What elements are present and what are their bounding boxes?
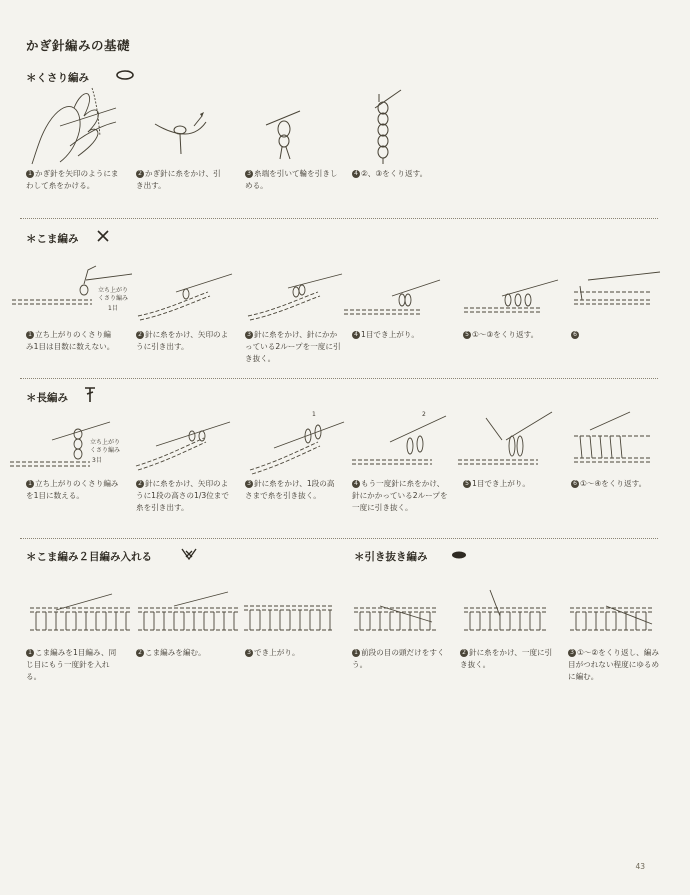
step-marker: 1 <box>312 411 316 418</box>
step-text: かぎ針に糸をかけ、引き出す。 <box>136 169 221 190</box>
step-number-badge: 5 <box>463 331 471 339</box>
step-text: かぎ針を矢印のようにまわして糸をかける。 <box>26 169 119 190</box>
section-title-slip: ＊引き抜き編み <box>354 551 428 563</box>
step-text: 針に糸をかけ、矢印のように引き出す。 <box>136 330 229 351</box>
step-text: ①〜③をくり返す。 <box>472 330 539 339</box>
step-number-badge: 2 <box>460 649 468 657</box>
step-number-badge: 3 <box>245 170 253 178</box>
double-step-6 <box>571 478 667 490</box>
step-text: でき上がり。 <box>254 648 300 657</box>
step-text: 針に糸をかけ、矢印のように1段の高さの1/3位まで糸を引き出す。 <box>136 479 229 512</box>
step-number-badge: 1 <box>26 480 34 488</box>
step-text: 立ち上がりのくさり編み1目は目数に数えない。 <box>26 330 115 351</box>
step-number-badge: 2 <box>136 170 144 178</box>
figure-label: 立ち上がり <box>90 439 121 446</box>
double-step-2-figure <box>132 418 232 474</box>
divider <box>20 538 658 539</box>
section-title-single: ＊こま編み <box>26 233 79 245</box>
step-text: こま編みを1目編み、同じ目にもう一度針を入れる。 <box>26 648 117 681</box>
step-number-badge: 4 <box>352 480 360 488</box>
chain-step-2 <box>136 168 226 192</box>
single-step-3-figure <box>246 270 346 322</box>
step-number-badge: 4 <box>352 170 360 178</box>
x-icon <box>96 229 110 243</box>
slip-step-1 <box>352 647 448 671</box>
step-number-badge: 1 <box>352 649 360 657</box>
step-number-badge: 1 <box>26 170 34 178</box>
figure-label: くさり編み <box>90 447 121 454</box>
step-number-badge: 3 <box>245 331 253 339</box>
divider <box>20 378 658 379</box>
double-step-5-figure <box>456 410 556 472</box>
single-step-4 <box>352 329 448 341</box>
slip-step-1-figure <box>350 590 440 636</box>
step-text: こま編みを編む。 <box>145 648 206 657</box>
oval-icon <box>115 69 135 81</box>
single-step-6-figure <box>570 270 670 320</box>
page-title: かぎ針編みの基礎 <box>26 38 131 53</box>
single-step-5-figure <box>462 276 562 320</box>
chain-step-1-figure <box>30 86 120 166</box>
chain-step-3-figure <box>262 103 302 161</box>
increase-step-3 <box>245 647 341 659</box>
section-title-double: ＊長編み <box>26 392 68 404</box>
step-marker: 2 <box>422 411 426 418</box>
single-step-4-figure <box>342 276 442 320</box>
figure-label: 1目 <box>108 305 118 312</box>
v-icon <box>180 547 198 561</box>
step-number-badge: 5 <box>463 480 471 488</box>
increase-step-3-figure <box>242 596 336 636</box>
chain-step-4-figure <box>365 86 405 166</box>
slip-step-3-figure <box>566 590 656 636</box>
double-step-1-figure <box>10 418 130 474</box>
single-step-2 <box>136 329 232 353</box>
double-step-3 <box>245 478 341 502</box>
step-text: 針に糸をかけ、1段の高さまで糸を引き抜く。 <box>245 479 335 500</box>
step-text: もう一度針に糸をかけ、針にかかっている2ループを一度に引き抜く。 <box>352 479 448 512</box>
divider <box>20 218 658 219</box>
step-number-badge: 6 <box>571 480 579 488</box>
chain-step-4 <box>352 168 462 180</box>
step-number-badge: 1 <box>26 649 34 657</box>
chain-step-1 <box>26 168 122 192</box>
single-step-1 <box>26 329 118 353</box>
step-number-badge: 3 <box>568 649 576 657</box>
double-step-3-figure <box>246 408 346 476</box>
section-title-chain: ＊くさり編み <box>26 72 89 84</box>
figure-label: 3目 <box>92 457 102 464</box>
double-step-5 <box>463 478 559 490</box>
step-text: 立ち上がりのくさり編みを1目に数える。 <box>26 479 119 500</box>
increase-step-2-figure <box>134 590 244 636</box>
single-step-1-figure <box>12 262 132 318</box>
chain-step-2-figure <box>150 106 210 156</box>
step-text: 1目でき上がり。 <box>361 330 419 339</box>
single-step-3 <box>245 329 341 365</box>
page-number: 43 <box>635 862 645 871</box>
filled-oval-icon <box>450 550 468 560</box>
double-step-1 <box>26 478 122 502</box>
double-step-4 <box>352 478 448 514</box>
step-text: 前段の目の頭だけをすくう。 <box>352 648 445 669</box>
figure-label: くさり編み <box>98 295 129 302</box>
step-number-badge: 2 <box>136 649 144 657</box>
step-number-badge: 3 <box>245 480 253 488</box>
single-step-6 <box>571 329 651 341</box>
slip-step-2-figure <box>460 586 550 636</box>
double-step-2 <box>136 478 232 514</box>
single-step-5 <box>463 329 559 341</box>
figure-label: 立ち上がり <box>98 287 129 294</box>
step-text: ②、③をくり返す。 <box>361 169 428 178</box>
section-title-increase: ＊こま編み２目編み入れる <box>26 551 152 563</box>
step-text: 1目でき上がり。 <box>472 479 530 488</box>
increase-step-1-figure <box>26 590 136 636</box>
step-text: 針に糸をかけ、針にかかっている2ループを一度に引き抜く。 <box>245 330 341 363</box>
step-number-badge: 2 <box>136 480 144 488</box>
step-number-badge: 3 <box>245 649 253 657</box>
step-number-badge: 2 <box>136 331 144 339</box>
step-text: 針に糸をかけ、一度に引き抜く。 <box>460 648 553 669</box>
step-text: ①〜④をくり返す。 <box>580 479 647 488</box>
step-text: 糸端を引いて輪を引きしめる。 <box>245 169 338 190</box>
double-step-4-figure <box>350 408 450 476</box>
slip-step-2 <box>460 647 556 671</box>
increase-step-2 <box>136 647 232 659</box>
step-text: ①〜②をくり返し、編み目がつれない程度にゆるめに編む。 <box>568 648 660 681</box>
chain-step-3 <box>245 168 345 192</box>
increase-step-1 <box>26 647 118 683</box>
step-number-badge: 6 <box>571 331 579 339</box>
step-number-badge: 1 <box>26 331 34 339</box>
t-icon <box>84 386 96 404</box>
single-step-2-figure <box>136 272 236 322</box>
double-step-6-figure <box>570 410 670 470</box>
slip-step-3 <box>568 647 664 683</box>
step-number-badge: 4 <box>352 331 360 339</box>
